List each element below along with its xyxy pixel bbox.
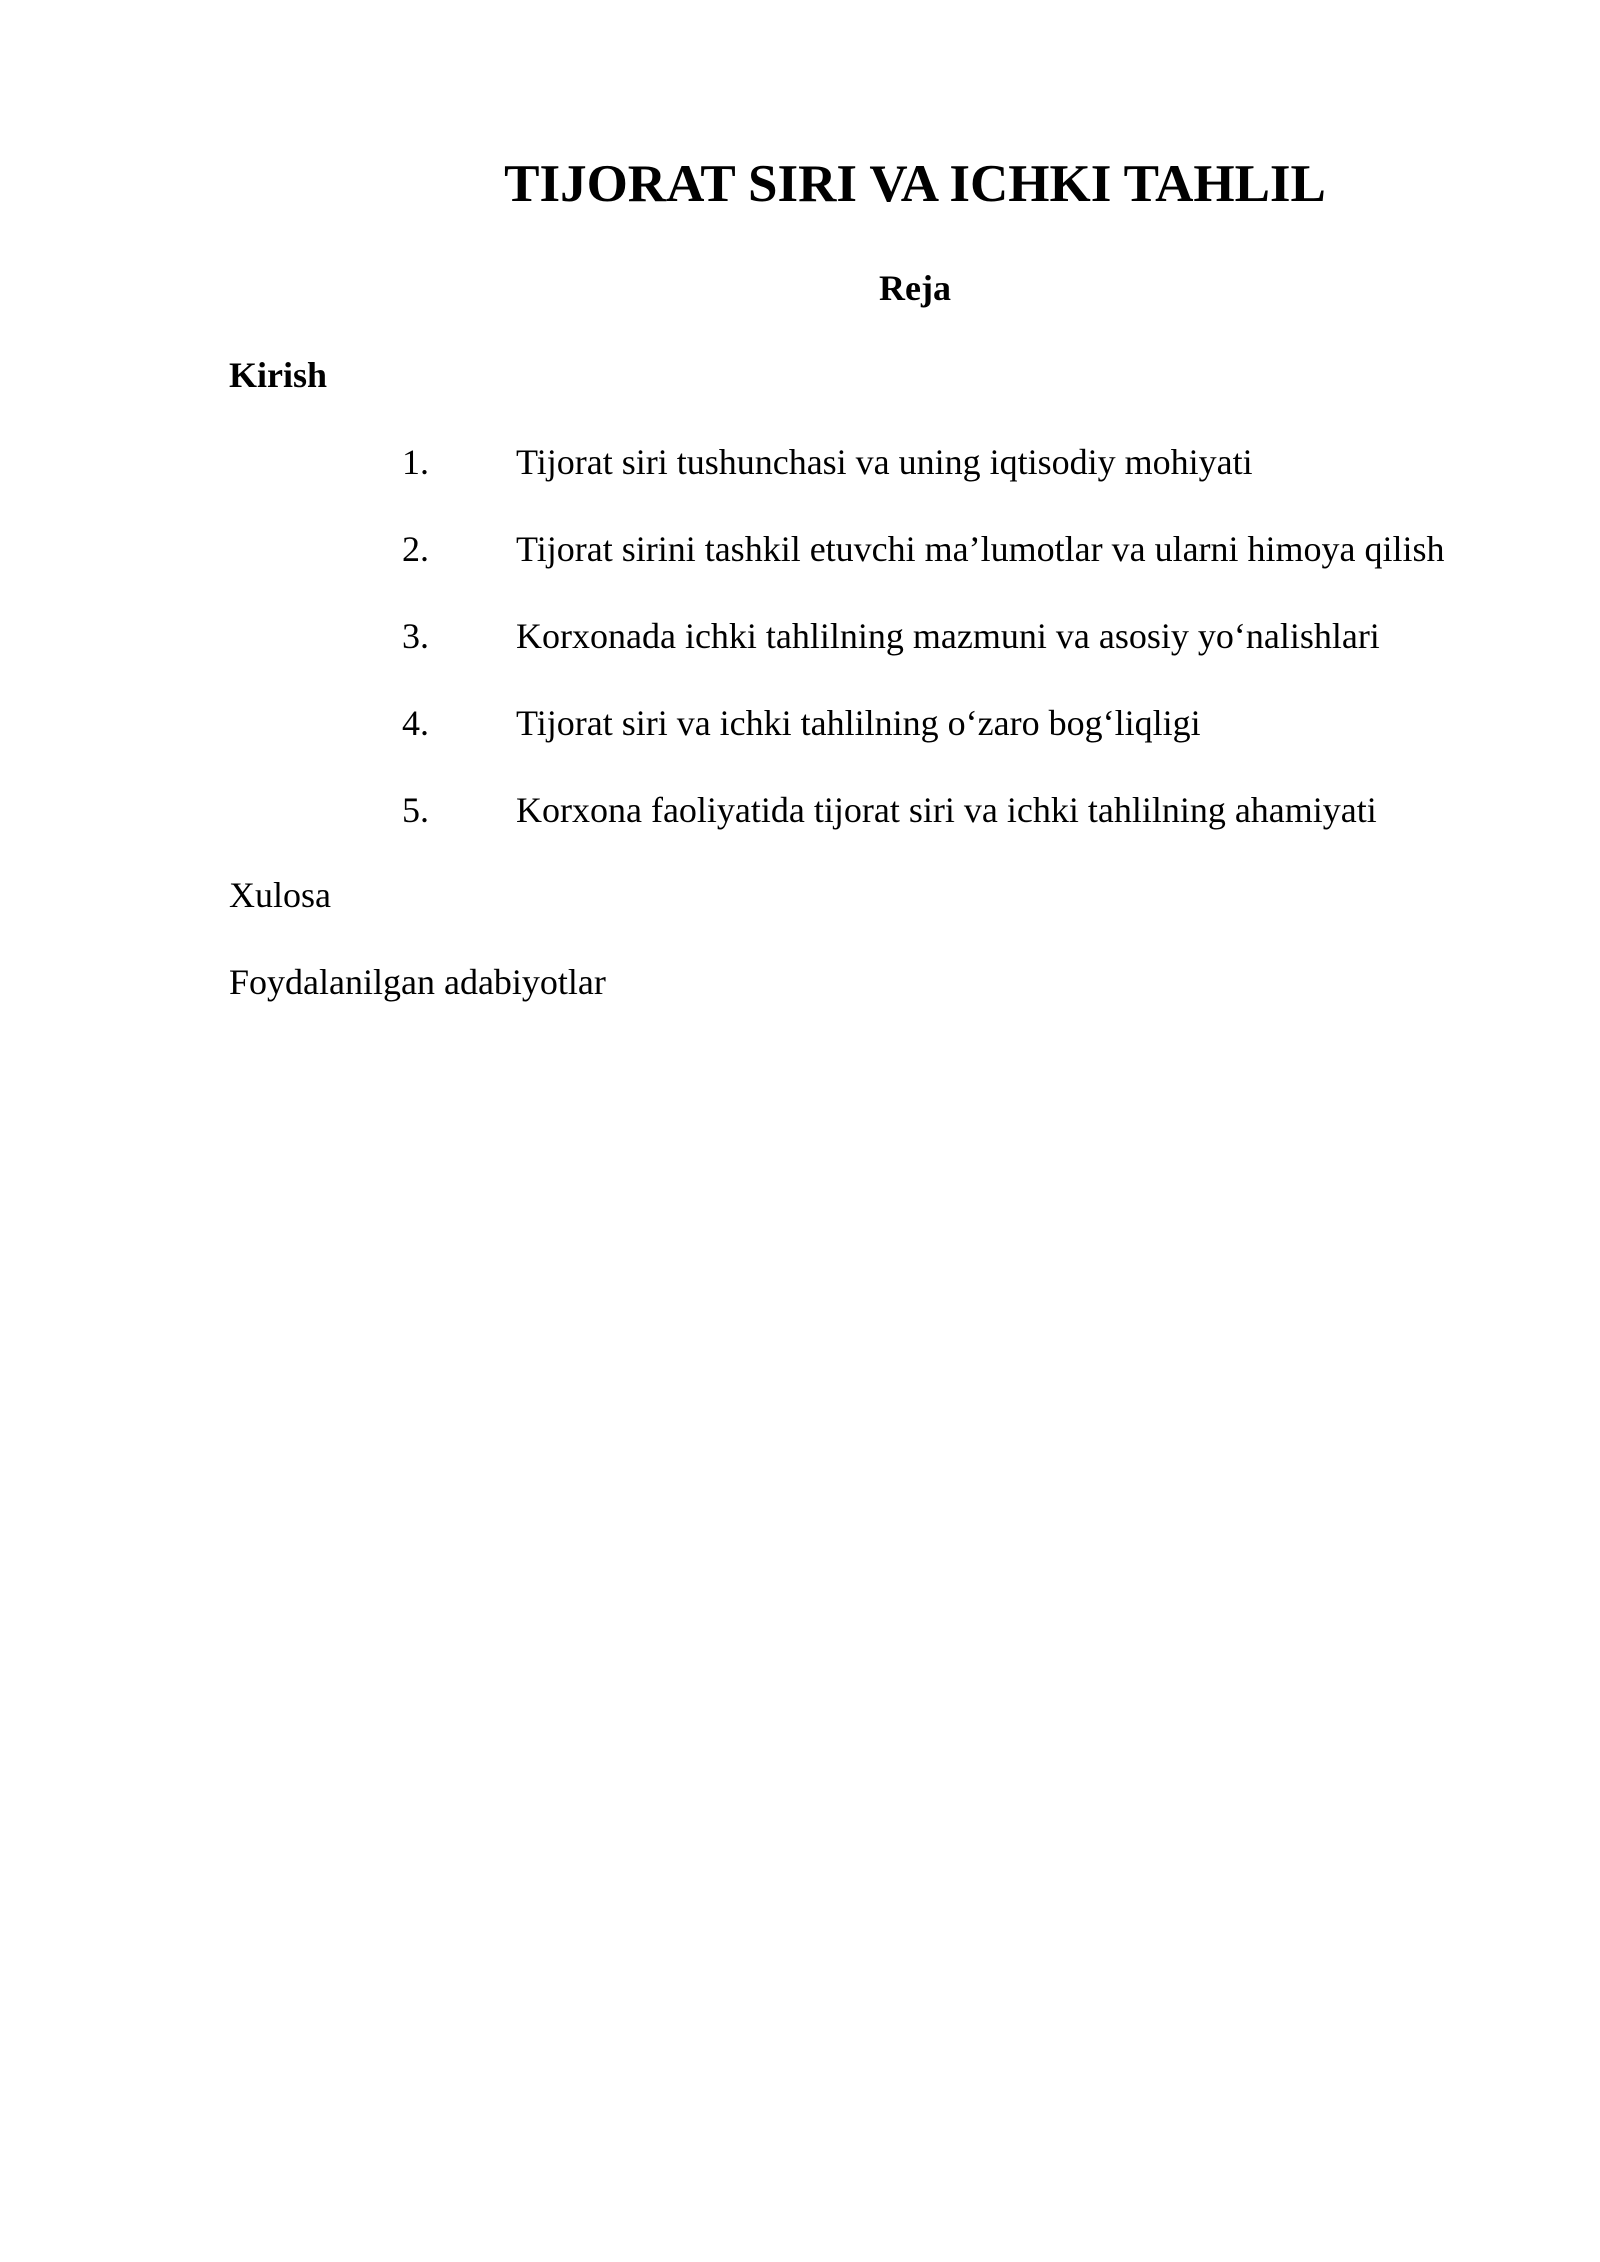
list-item-number: 2. (402, 529, 429, 569)
list-item-text: Tijorat siri tushunchasi va uning iqtisodiy mohiyati (516, 442, 1253, 482)
list-item-text: Korxonada ichki tahlilning mazmuni va asosiy yo‘nalishlari (516, 616, 1380, 656)
list-item (0, 614, 1600, 701)
plan-list (0, 440, 1600, 875)
list-item-text: Tijorat sirini tashkil etuvchi ma’lumotlar va ularni himoya qilish (516, 529, 1445, 569)
list-item (0, 527, 1600, 614)
list-item-text: Korxona faoliyatida tijorat siri va ichki tahlilning ahamiyati (516, 790, 1377, 830)
document-title: TIJORAT SIRI VA ICHKI TAHLIL (504, 155, 1326, 213)
list-item-number: 4. (402, 703, 429, 743)
list-item (0, 788, 1600, 875)
plan-heading: Reja (879, 268, 951, 308)
list-item (0, 440, 1600, 527)
list-item (0, 701, 1600, 788)
list-item-number: 3. (402, 616, 429, 656)
list-item-number: 1. (402, 442, 429, 482)
section-conclusion: Xulosa (229, 875, 331, 915)
list-item-number: 5. (402, 790, 429, 830)
section-references: Foydalanilgan adabiyotlar (229, 962, 606, 1002)
list-item-text: Tijorat siri va ichki tahlilning o‘zaro bog‘liqligi (516, 703, 1201, 743)
section-intro: Kirish (229, 355, 328, 395)
